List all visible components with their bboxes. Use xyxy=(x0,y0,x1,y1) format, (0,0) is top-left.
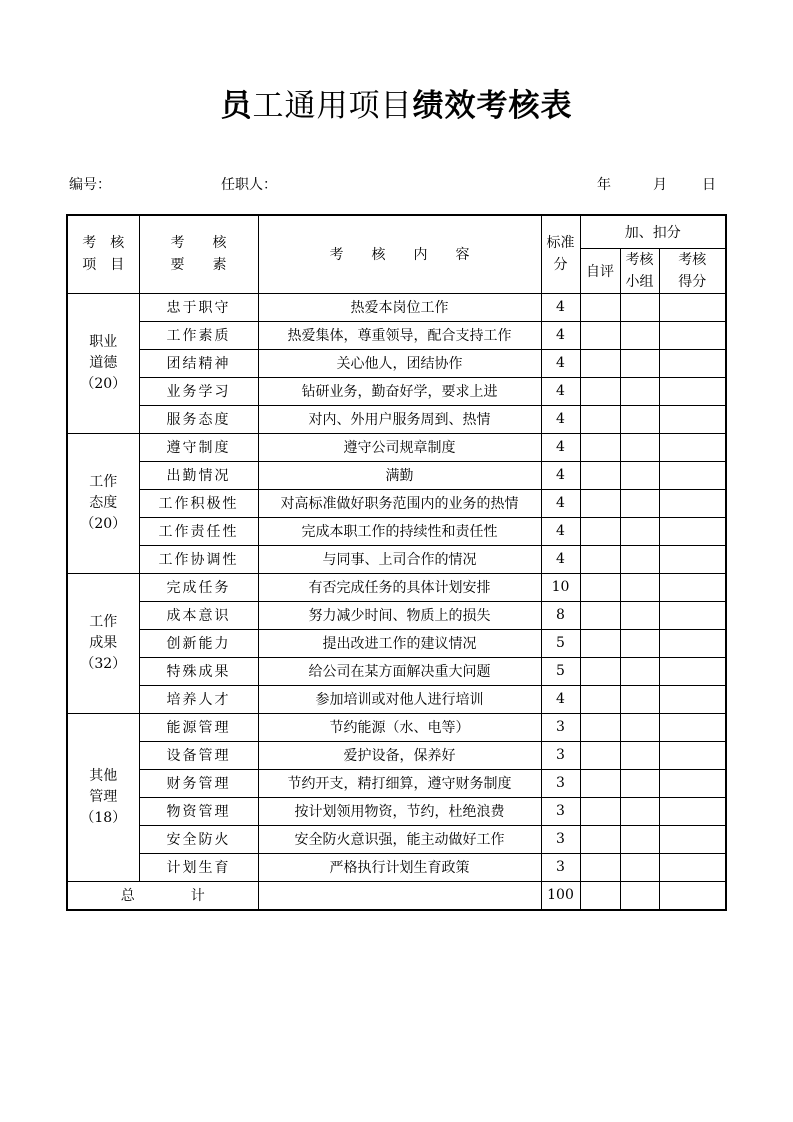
group-eval-cell[interactable] xyxy=(620,349,659,377)
group-eval-cell[interactable] xyxy=(620,741,659,769)
standard-score-cell: 4 xyxy=(541,349,580,377)
content-cell: 严格执行计划生育政策 xyxy=(258,853,541,881)
self-eval-cell[interactable] xyxy=(580,405,620,433)
page-title xyxy=(0,80,793,125)
header-self-eval: 自评 xyxy=(580,248,620,293)
content-cell: 有否完成任务的具体计划安排 xyxy=(258,573,541,601)
self-eval-cell[interactable] xyxy=(580,685,620,713)
group-eval-cell[interactable] xyxy=(620,545,659,573)
total-self-eval-cell[interactable] xyxy=(580,881,620,910)
table-row xyxy=(67,573,726,601)
element-cell: 设备管理 xyxy=(139,741,258,769)
self-eval-cell[interactable] xyxy=(580,629,620,657)
element-cell: 完成任务 xyxy=(139,573,258,601)
group-eval-cell[interactable] xyxy=(620,293,659,321)
self-eval-cell[interactable] xyxy=(580,853,620,881)
content-cell: 安全防火意识强，能主动做好工作 xyxy=(258,825,541,853)
title-part1: 员 xyxy=(220,88,253,124)
final-score-cell[interactable] xyxy=(659,545,726,573)
header-item-line1: 考 核 xyxy=(82,235,125,252)
group-label-line2: 道德 xyxy=(89,354,118,371)
element-cell: 物资管理 xyxy=(139,797,258,825)
final-score-cell[interactable] xyxy=(659,573,726,601)
group-eval-cell[interactable] xyxy=(620,797,659,825)
element-cell: 创新能力 xyxy=(139,629,258,657)
header-standard-line1: 标准 xyxy=(546,235,575,252)
total-group-eval-cell[interactable] xyxy=(620,881,659,910)
standard-score-cell: 10 xyxy=(541,573,580,601)
element-cell: 培养人才 xyxy=(139,685,258,713)
standard-score-cell: 5 xyxy=(541,629,580,657)
final-score-cell[interactable] xyxy=(659,797,726,825)
header-item-line2: 项 目 xyxy=(82,257,125,274)
group-eval-cell[interactable] xyxy=(620,629,659,657)
group-label-line1: 其他 xyxy=(89,767,118,784)
year-label: 年 xyxy=(597,177,611,193)
header-item xyxy=(67,215,139,293)
final-score-cell[interactable] xyxy=(659,321,726,349)
table-row xyxy=(67,461,726,489)
header-standard-line2: 分 xyxy=(553,257,568,274)
total-row xyxy=(67,881,726,910)
content-cell: 热爱集体，尊重领导，配合支持工作 xyxy=(258,321,541,349)
element-cell: 工作责任性 xyxy=(139,517,258,545)
standard-score-cell: 4 xyxy=(541,545,580,573)
element-cell: 能源管理 xyxy=(139,713,258,741)
standard-score-cell: 3 xyxy=(541,713,580,741)
group-label-line3: （18） xyxy=(80,809,127,826)
group-label-line2: 态度 xyxy=(89,494,118,511)
content-cell: 热爱本岗位工作 xyxy=(258,293,541,321)
element-cell: 业务学习 xyxy=(139,377,258,405)
assessment-table xyxy=(66,214,727,911)
standard-score-cell: 4 xyxy=(541,489,580,517)
element-cell: 出勤情况 xyxy=(139,461,258,489)
final-score-cell[interactable] xyxy=(659,713,726,741)
final-score-cell[interactable] xyxy=(659,769,726,797)
content-cell: 关心他人，团结协作 xyxy=(258,349,541,377)
self-eval-cell[interactable] xyxy=(580,825,620,853)
content-cell: 努力减少时间、物质上的损失 xyxy=(258,601,541,629)
final-score-cell[interactable] xyxy=(659,433,726,461)
self-eval-cell[interactable] xyxy=(580,377,620,405)
table-row xyxy=(67,321,726,349)
header-element-line2: 要 素 xyxy=(170,257,227,274)
standard-score-cell: 3 xyxy=(541,797,580,825)
content-cell: 给公司在某方面解决重大问题 xyxy=(258,657,541,685)
table-row xyxy=(67,797,726,825)
content-cell: 满勤 xyxy=(258,461,541,489)
group-eval-cell[interactable] xyxy=(620,489,659,517)
element-cell: 工作协调性 xyxy=(139,545,258,573)
group-eval-cell[interactable] xyxy=(620,377,659,405)
group-label-line1: 工作 xyxy=(89,613,118,630)
group-label-line2: 成果 xyxy=(89,634,118,651)
group-eval-cell[interactable] xyxy=(620,461,659,489)
self-eval-cell[interactable] xyxy=(580,797,620,825)
final-score-cell[interactable] xyxy=(659,601,726,629)
final-score-cell[interactable] xyxy=(659,293,726,321)
standard-score-cell: 4 xyxy=(541,461,580,489)
self-eval-cell[interactable] xyxy=(580,545,620,573)
standard-score-cell: 4 xyxy=(541,377,580,405)
standard-score-cell: 3 xyxy=(541,741,580,769)
self-eval-cell[interactable] xyxy=(580,433,620,461)
content-cell: 参加培训或对他人进行培训 xyxy=(258,685,541,713)
group-label xyxy=(67,573,139,713)
group-label-line3: （20） xyxy=(80,375,127,392)
content-cell: 按计划领用物资，节约，杜绝浪费 xyxy=(258,797,541,825)
element-cell: 忠于职守 xyxy=(139,293,258,321)
self-eval-cell[interactable] xyxy=(580,769,620,797)
element-cell: 遵守制度 xyxy=(139,433,258,461)
holder-label: 任职人： xyxy=(221,177,277,193)
standard-score-cell: 3 xyxy=(541,853,580,881)
group-label-line3: （20） xyxy=(80,515,127,532)
self-eval-cell[interactable] xyxy=(580,489,620,517)
self-eval-cell[interactable] xyxy=(580,349,620,377)
table-row xyxy=(67,489,726,517)
header-group-eval xyxy=(620,248,659,293)
content-cell: 对高标准做好职务范围内的业务的热情 xyxy=(258,489,541,517)
element-cell: 工作素质 xyxy=(139,321,258,349)
content-cell: 钻研业务，勤奋好学，要求上进 xyxy=(258,377,541,405)
standard-score-cell: 5 xyxy=(541,657,580,685)
header-score-group: 加、扣分 xyxy=(580,215,726,248)
group-label-line1: 工作 xyxy=(89,473,118,490)
header-element xyxy=(139,215,258,293)
table-row xyxy=(67,433,726,461)
self-eval-cell[interactable] xyxy=(580,517,620,545)
group-eval-cell[interactable] xyxy=(620,825,659,853)
group-eval-cell[interactable] xyxy=(620,713,659,741)
table-row xyxy=(67,405,726,433)
final-score-cell[interactable] xyxy=(659,741,726,769)
month-label: 月 xyxy=(653,177,667,193)
self-eval-cell[interactable] xyxy=(580,741,620,769)
self-eval-cell[interactable] xyxy=(580,601,620,629)
group-label xyxy=(67,293,139,433)
group-label-line3: （32） xyxy=(80,655,127,672)
group-eval-cell[interactable] xyxy=(620,573,659,601)
content-cell: 遵守公司规章制度 xyxy=(258,433,541,461)
header-final-score xyxy=(659,248,726,293)
group-eval-cell[interactable] xyxy=(620,517,659,545)
title-part2: 工通用项目 xyxy=(252,88,413,124)
content-cell: 节约开支，精打细算，遵守财务制度 xyxy=(258,769,541,797)
element-cell: 团结精神 xyxy=(139,349,258,377)
final-score-cell[interactable] xyxy=(659,685,726,713)
standard-score-cell: 4 xyxy=(541,685,580,713)
table-row xyxy=(67,293,726,321)
element-cell: 财务管理 xyxy=(139,769,258,797)
group-eval-cell[interactable] xyxy=(620,657,659,685)
element-cell: 安全防火 xyxy=(139,825,258,853)
group-eval-cell[interactable] xyxy=(620,405,659,433)
final-score-cell[interactable] xyxy=(659,517,726,545)
standard-score-cell: 4 xyxy=(541,321,580,349)
group-label-line1: 职业 xyxy=(89,333,118,350)
final-score-cell[interactable] xyxy=(659,825,726,853)
total-score: 100 xyxy=(541,881,580,910)
standard-score-cell: 4 xyxy=(541,293,580,321)
self-eval-cell[interactable] xyxy=(580,293,620,321)
table-row xyxy=(67,769,726,797)
standard-score-cell: 3 xyxy=(541,769,580,797)
table-row xyxy=(67,517,726,545)
header-standard xyxy=(541,215,580,293)
final-score-cell[interactable] xyxy=(659,629,726,657)
header-group-eval-line1: 考核 xyxy=(625,251,654,268)
total-label: 总 计 xyxy=(67,881,258,910)
title-part3: 绩效考核表 xyxy=(412,88,573,124)
table-row xyxy=(67,545,726,573)
group-eval-cell[interactable] xyxy=(620,321,659,349)
standard-score-cell: 4 xyxy=(541,517,580,545)
final-score-cell[interactable] xyxy=(659,377,726,405)
header-element-line1: 考 核 xyxy=(170,235,227,252)
self-eval-cell[interactable] xyxy=(580,321,620,349)
group-label xyxy=(67,713,139,881)
header-content: 考 核 内 容 xyxy=(258,215,541,293)
final-score-cell[interactable] xyxy=(659,657,726,685)
number-label: 编号： xyxy=(69,177,111,193)
day-label: 日 xyxy=(702,177,716,193)
final-score-cell[interactable] xyxy=(659,853,726,881)
content-cell: 与同事、上司合作的情况 xyxy=(258,545,541,573)
group-label xyxy=(67,433,139,573)
final-score-cell[interactable] xyxy=(659,349,726,377)
group-eval-cell[interactable] xyxy=(620,433,659,461)
standard-score-cell: 4 xyxy=(541,433,580,461)
table-row xyxy=(67,657,726,685)
group-label-line2: 管理 xyxy=(89,788,118,805)
table-row xyxy=(67,685,726,713)
table-row xyxy=(67,825,726,853)
element-cell: 成本意识 xyxy=(139,601,258,629)
content-cell: 节约能源（水、电等） xyxy=(258,713,541,741)
self-eval-cell[interactable] xyxy=(580,713,620,741)
final-score-cell[interactable] xyxy=(659,461,726,489)
element-cell: 特殊成果 xyxy=(139,657,258,685)
group-eval-cell[interactable] xyxy=(620,685,659,713)
table-row xyxy=(67,629,726,657)
total-content-cell xyxy=(258,881,541,910)
self-eval-cell[interactable] xyxy=(580,657,620,685)
self-eval-cell[interactable] xyxy=(580,461,620,489)
header-final-score-line2: 得分 xyxy=(678,273,707,290)
table-row xyxy=(67,741,726,769)
total-final-score-cell[interactable] xyxy=(659,881,726,910)
standard-score-cell: 8 xyxy=(541,601,580,629)
group-eval-cell[interactable] xyxy=(620,601,659,629)
header-row-1 xyxy=(67,215,726,248)
element-cell: 计划生育 xyxy=(139,853,258,881)
final-score-cell[interactable] xyxy=(659,405,726,433)
header-group-eval-line2: 小组 xyxy=(625,273,654,290)
table-row xyxy=(67,713,726,741)
header-final-score-line1: 考核 xyxy=(678,251,707,268)
content-cell: 完成本职工作的持续性和责任性 xyxy=(258,517,541,545)
table-row xyxy=(67,601,726,629)
element-cell: 工作积极性 xyxy=(139,489,258,517)
table-row xyxy=(67,349,726,377)
group-eval-cell[interactable] xyxy=(620,769,659,797)
content-cell: 爱护设备，保养好 xyxy=(258,741,541,769)
final-score-cell[interactable] xyxy=(659,489,726,517)
content-cell: 提出改进工作的建议情况 xyxy=(258,629,541,657)
element-cell: 服务态度 xyxy=(139,405,258,433)
table-row xyxy=(67,377,726,405)
standard-score-cell: 3 xyxy=(541,825,580,853)
content-cell: 对内、外用户服务周到、热情 xyxy=(258,405,541,433)
group-eval-cell[interactable] xyxy=(620,853,659,881)
table-row xyxy=(67,853,726,881)
self-eval-cell[interactable] xyxy=(580,573,620,601)
standard-score-cell: 4 xyxy=(541,405,580,433)
